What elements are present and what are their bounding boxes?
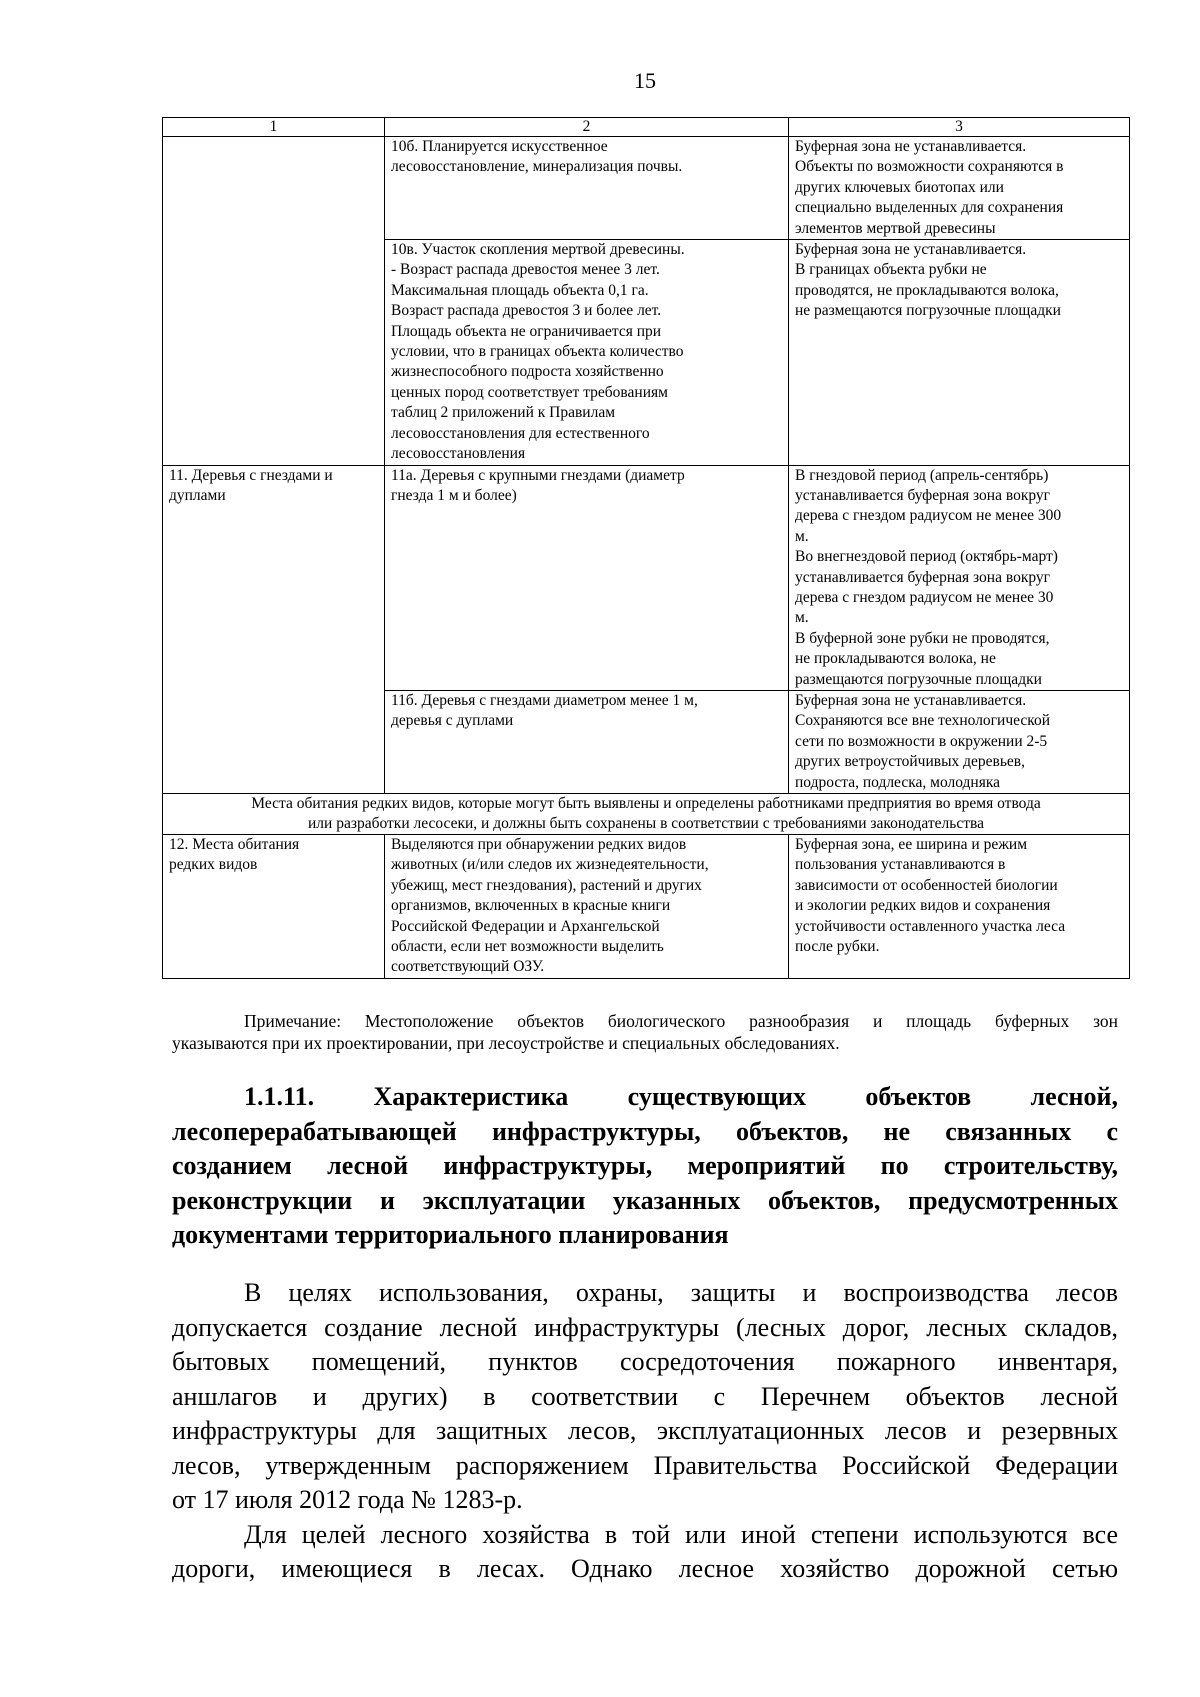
buffer-zone-cell [789, 690, 1130, 793]
cell-line: убежищ, мест гнездования), растений и других [391, 876, 702, 894]
description-cell [385, 465, 789, 690]
object-type-cell [163, 137, 385, 466]
cell-line: Выделяются при обнаружении редких видов [391, 836, 687, 853]
buffer-zone-cell [789, 240, 1130, 465]
cell-line: Максимальная площадь объекта 0,1 га. [391, 281, 649, 299]
cell-line: проводятся, не прокладываются волока, [795, 281, 1059, 299]
cell-line: Возраст распада древостоя 3 и более лет. [391, 302, 662, 320]
cell-line: Объекты по возможности сохраняются в [795, 158, 1064, 176]
rare-species-caption [163, 794, 1130, 835]
cell-line: Буферная зона не устанавливается. [795, 691, 1027, 709]
cell-line: Места обитания редких видов, которые могут быть выявлены и определены работниками предприятия во время отвода [251, 795, 1041, 812]
paragraph-line: лесов, утвержденным распоряжением Правительства Российской Федерации [172, 1450, 1118, 1480]
description-cell [385, 835, 789, 979]
paragraph-line: допускается создание лесной инфраструктуры (лесных дорог, лесных складов, [172, 1312, 1118, 1342]
cell-line: других ветроустойчивых деревьев, [795, 753, 1025, 771]
heading-line: 1.1.11. Характеристика существующих объектов лесной, [244, 1082, 1118, 1111]
cell-line: Буферная зона не устанавливается. [795, 241, 1027, 259]
cell-line: гнезда 1 м и более) [391, 486, 517, 504]
cell-line: 12. Места обитания [169, 836, 300, 853]
section-heading [172, 1080, 1118, 1253]
cell-line: животных (и/или следов их жизнедеятельности, [391, 856, 709, 874]
description-cell [385, 137, 789, 240]
cell-line: после рубки. [795, 938, 880, 956]
rare-species-caption-row [163, 794, 1130, 835]
cell-line: области, если нет возможности выделить [391, 938, 664, 956]
cell-line: пользования устанавливаются в [795, 856, 1006, 874]
cell-line: устойчивости оставленного участка леса [795, 917, 1066, 935]
cell-line: В буферной зоне рубки не проводятся, [795, 629, 1050, 647]
cell-line: сети по возможности в окружении 2-5 [795, 732, 1048, 750]
cell-line: В границах объекта рубки не [795, 261, 987, 279]
cell-line: Сохраняются все вне технологической [795, 712, 1051, 730]
biotope-table [162, 117, 1130, 979]
heading-line: лесоперерабатывающей инфраструктуры, объектов, не связанных с [172, 1116, 1118, 1146]
paragraph-line: инфраструктуры для защитных лесов, эксплуатационных лесов и резервных [172, 1416, 1118, 1445]
object-type-cell [163, 465, 385, 794]
cell-line: 11б. Деревья с гнездами диаметром менее 1 м, [391, 691, 698, 709]
buffer-zone-cell [789, 835, 1130, 979]
cell-line: или разработки лесосеки, и должны быть сохранены в соответствии с требованиями законодательства [308, 815, 984, 832]
table-row [163, 465, 1130, 690]
page-number: 15 [634, 68, 656, 93]
column-number-3: 3 [789, 118, 1130, 137]
cell-line: лесовосстановления [391, 445, 526, 463]
cell-line: Буферная зона не устанавливается. [795, 138, 1027, 155]
cell-line: 10в. Участок скопления мертвой древесины. [391, 241, 685, 259]
cell-line: жизнеспособного подроста хозяйственно [391, 363, 664, 381]
cell-line: дерева с гнездом радиусом не менее 30 [795, 588, 1054, 606]
table-note [172, 1010, 1118, 1054]
paragraph-line: аншлагов и других) в соответствии с Перечнем объектов лесной [172, 1381, 1118, 1411]
cell-line: Российской Федерации и Архангельской [391, 917, 660, 935]
cell-line: организмов, включенных в красные книги [391, 897, 671, 915]
cell-line: 11. Деревья с гнездами и [169, 466, 333, 484]
cell-line: устанавливается буферная зона вокруг [795, 568, 1051, 586]
cell-line: элементов мертвой древесины [795, 219, 996, 237]
cell-line: таблиц 2 приложений к Правилам [391, 404, 616, 422]
cell-line: редких видов [169, 856, 258, 874]
cell-line: Во внегнездовой период (октябрь-март) [795, 548, 1058, 566]
cell-line: специально выделенных для сохранения [795, 199, 1064, 217]
heading-line: документами территориального планирования [172, 1220, 729, 1249]
cell-line: Площадь объекта не ограничивается при [391, 322, 662, 340]
heading-line: созданием лесной инфраструктуры, мероприятий по строительству, [172, 1151, 1118, 1180]
buffer-zone-cell [789, 465, 1130, 690]
description-cell [385, 240, 789, 465]
cell-line: условии, что в границах объекта количество [391, 343, 684, 361]
cell-line: зависимости от особенностей биологии [795, 876, 1058, 894]
cell-line: устанавливается буферная зона вокруг [795, 486, 1051, 504]
note-line-2: указываются при их проектировании, при лесоустройстве и специальных обследованиях. [172, 1033, 840, 1053]
paragraph-line: бытовых помещений, пунктов сосредоточения пожарного инвентаря, [172, 1347, 1118, 1376]
cell-line: м. [795, 527, 809, 545]
column-number-2: 2 [385, 118, 789, 137]
cell-line: дерева с гнездом радиусом не менее 300 [795, 507, 1062, 525]
cell-line: не прокладываются волока, не [795, 650, 996, 668]
cell-line: не размещаются погрузочные площадки [795, 302, 1061, 320]
buffer-zone-cell [789, 137, 1130, 240]
heading-line: реконструкции и эксплуатации указанных объектов, предусмотренных [172, 1185, 1118, 1215]
cell-line: и экологии редких видов и сохранения [795, 897, 1051, 915]
cell-line: размещаются погрузочные площадки [795, 670, 1042, 688]
cell-line: - Возраст распада древостоя менее 3 лет. [391, 261, 660, 279]
table-header-row [163, 118, 1130, 137]
cell-line: м. [795, 609, 809, 627]
object-type-cell [163, 835, 385, 979]
cell-line: соответствующий ОЗУ. [391, 958, 545, 976]
note-line-1: Примечание: Местоположение объектов биологического разнообразия и площадь буферных зон [244, 1011, 1118, 1031]
table-row [163, 137, 1130, 240]
cell-line: других ключевых биотопах или [795, 178, 1004, 196]
cell-line: Буферная зона, ее ширина и режим [795, 836, 1028, 853]
paragraph-line: от 17 июля 2012 года № 1283-р. [172, 1485, 523, 1514]
description-cell [385, 690, 789, 793]
table-row [163, 835, 1130, 979]
cell-line: дуплами [169, 486, 226, 504]
cell-line: лесовосстановление, минерализация почвы. [391, 158, 683, 176]
paragraph-line: Для целей лесного хозяйства в той или иной степени используются все [244, 1519, 1118, 1549]
cell-line: 11а. Деревья с крупными гнездами (диаметр [391, 466, 685, 484]
cell-line: лесовосстановления для естественного [391, 424, 650, 442]
paragraph-line: дороги, имеющиеся в лесах. Однако лесное хозяйство дорожной сетью [172, 1554, 1118, 1583]
paragraph-line: В целях использования, охраны, защиты и воспроизводства лесов [244, 1278, 1118, 1307]
cell-line: ценных пород соответствует требованиям [391, 383, 668, 401]
cell-line: 10б. Планируется искусственное [391, 138, 608, 155]
cell-line: деревья с дуплами [391, 712, 514, 730]
cell-line: В гнездовой период (апрель-сентябрь) [795, 466, 1049, 484]
cell-line: подроста, подлеска, молодняка [795, 773, 1001, 791]
column-number-1: 1 [163, 118, 385, 137]
section-body [172, 1276, 1118, 1587]
